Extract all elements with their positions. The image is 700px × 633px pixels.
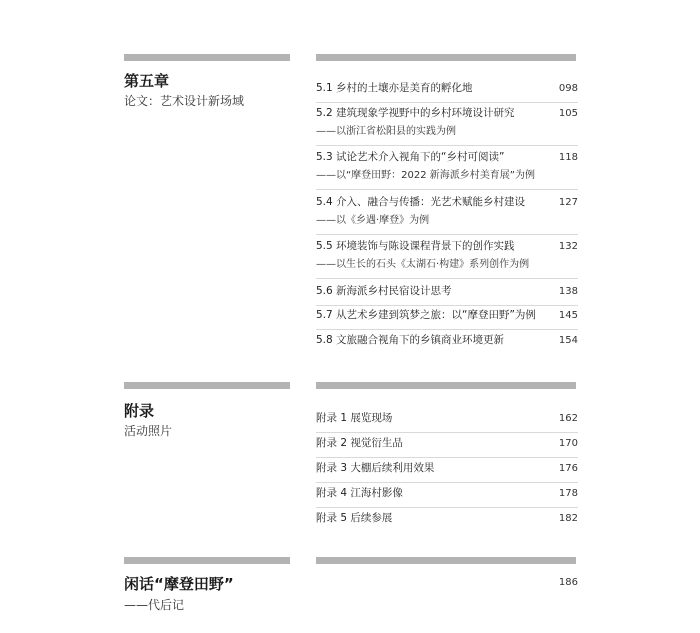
toc-entry[interactable]	[316, 150, 578, 190]
section-divider-left	[124, 557, 290, 564]
entry-page: 154	[558, 335, 578, 346]
entry-rule	[316, 278, 578, 279]
afterword-subtitle: ——代后记	[124, 598, 185, 612]
appendix-subtitle: 活动照片	[124, 424, 173, 438]
toc-entry[interactable]	[316, 308, 578, 330]
section-divider-left	[124, 54, 290, 61]
toc-entry[interactable]	[316, 239, 578, 279]
section-divider-left	[124, 382, 290, 389]
toc-entry[interactable]	[316, 436, 578, 458]
entry-title: 5.6 新海派乡村民宿设计思考	[316, 285, 452, 297]
toc-entry[interactable]	[316, 195, 578, 235]
entry-rule	[316, 432, 578, 433]
entry-page: 145	[558, 310, 578, 321]
entry-title: 附录 5 后续参展	[316, 512, 393, 524]
chapter-title: 第五章	[124, 72, 170, 90]
toc-entry[interactable]	[316, 461, 578, 483]
entry-rule	[316, 329, 578, 330]
entry-page: 162	[558, 413, 578, 424]
afterword-title: 闲话“摩登田野”	[124, 575, 234, 593]
entry-page: 132	[558, 241, 578, 252]
entry-page: 105	[558, 108, 578, 119]
entry-page: 138	[558, 286, 578, 297]
toc-entry[interactable]	[316, 511, 578, 526]
toc-entry[interactable]	[316, 106, 578, 146]
entry-title: 5.7 从艺术乡建到筑梦之旅：以“摩登田野”为例	[316, 309, 536, 321]
entry-rule	[316, 234, 578, 235]
toc-entry-afterword[interactable]	[316, 576, 578, 590]
entry-title: 5.3 试论艺术介入视角下的“乡村可阅读”	[316, 151, 505, 163]
entry-title: 5.5 环境装饰与陈设课程背景下的创作实践	[316, 240, 515, 252]
entry-rule	[316, 507, 578, 508]
toc-entry[interactable]	[316, 486, 578, 508]
entry-rule	[316, 102, 578, 103]
entry-rule	[316, 305, 578, 306]
entry-title: 5.4 介入、融合与传播：光艺术赋能乡村建设	[316, 196, 526, 208]
entry-page: 098	[558, 83, 578, 94]
entry-page: 182	[558, 513, 578, 524]
entry-title: 5.2 建筑现象学视野中的乡村环境设计研究	[316, 107, 515, 119]
entry-subtitle: ——以“摩登田野：2022 新海派乡村美育展”为例	[316, 170, 535, 181]
entry-title: 附录 2 视觉衍生品	[316, 437, 403, 449]
entry-title: 附录 1 展览现场	[316, 412, 393, 424]
entry-rule	[316, 189, 578, 190]
entry-page: 118	[558, 152, 578, 163]
entry-page: 170	[558, 438, 578, 449]
entry-title: 5.8 文旅融合视角下的乡镇商业环境更新	[316, 334, 505, 346]
entry-subtitle: ——以《乡遇·摩登》为例	[316, 215, 430, 226]
entry-page: 127	[558, 197, 578, 208]
entry-rule	[316, 145, 578, 146]
entry-subtitle: ——以浙江省松阳县的实践为例	[316, 126, 456, 137]
entry-title: 5.1 乡村的土壤亦是美育的孵化地	[316, 82, 473, 94]
section-divider-right	[316, 557, 576, 564]
toc-entry[interactable]	[316, 284, 578, 306]
entry-page: 186	[558, 577, 578, 588]
toc-entry[interactable]	[316, 81, 578, 103]
entry-rule	[316, 457, 578, 458]
entry-rule	[316, 482, 578, 483]
toc-entry[interactable]	[316, 333, 578, 348]
appendix-title: 附录	[124, 402, 155, 420]
entry-title: 附录 3 大棚后续利用效果	[316, 462, 435, 474]
toc-entry[interactable]	[316, 411, 578, 433]
chapter-subtitle: 论文：艺术设计新场域	[124, 94, 245, 108]
section-divider-right	[316, 382, 576, 389]
entry-page: 178	[558, 488, 578, 499]
entry-title: 附录 4 江海村影像	[316, 487, 403, 499]
section-divider-right	[316, 54, 576, 61]
entry-page: 176	[558, 463, 578, 474]
entry-subtitle: ——以生长的石头《太湖石·构建》系列创作为例	[316, 259, 530, 270]
